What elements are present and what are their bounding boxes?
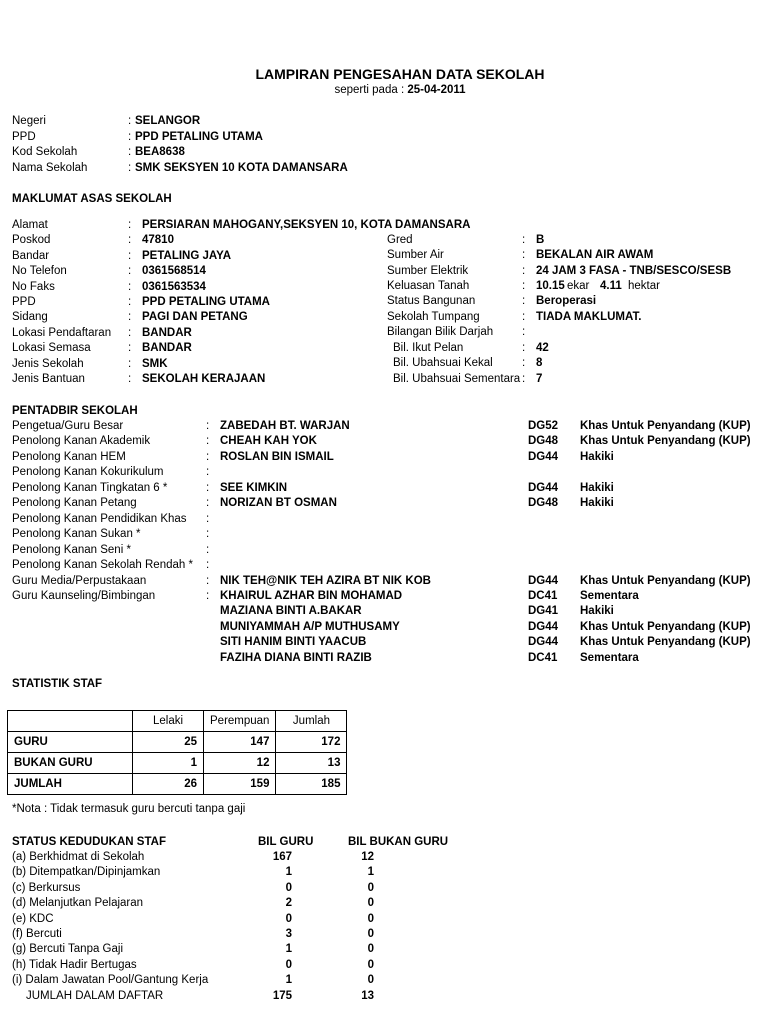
- asas-value: BANDAR: [142, 342, 192, 355]
- admin-grade: DG41: [528, 605, 559, 617]
- asas-label: Lokasi Semasa: [12, 342, 91, 355]
- admin-role: Penolong Kanan Sekolah Rendah *: [12, 559, 193, 572]
- admin-role: Penolong Kanan Sukan *: [12, 528, 141, 541]
- asas-label: Alamat: [12, 219, 48, 231]
- colon: :: [206, 435, 210, 448]
- asas-right-value: Beroperasi: [536, 295, 597, 307]
- admin-status: Sementara: [580, 651, 639, 664]
- section-heading-asas: MAKLUMAT ASAS SEKOLAH: [12, 193, 172, 205]
- status-label: (e) KDC: [12, 912, 54, 925]
- admin-name: CHEAH KAH YOK: [220, 435, 317, 448]
- colon: :: [128, 161, 132, 174]
- header-label: PPD: [12, 130, 36, 143]
- unit-ekar: ekar: [567, 280, 590, 292]
- admin-grade: DG52: [528, 420, 559, 432]
- table-column-header: Lelaki: [133, 711, 204, 732]
- admin-role: Penolong Kanan HEM: [12, 450, 126, 463]
- colon: :: [206, 574, 210, 587]
- colon: :: [522, 373, 526, 385]
- colon: :: [522, 357, 526, 369]
- table-row: [8, 732, 347, 753]
- counselor-name: FAZIHA DIANA BINTI RAZIB: [220, 651, 372, 664]
- status-label: (c) Berkursus: [12, 881, 81, 894]
- admin-status: Khas Untuk Penyandang (KUP): [580, 636, 751, 648]
- counselor-name: MUNIYAMMAH A/P MUTHUSAMY: [220, 620, 400, 633]
- asas-label: Sidang: [12, 311, 48, 324]
- status-label: (a) Berkhidmat di Sekolah: [12, 851, 145, 863]
- colon: :: [128, 265, 132, 278]
- colon: :: [128, 146, 132, 158]
- header-value: SMK SEKSYEN 10 KOTA DAMANSARA: [135, 161, 348, 174]
- colon: :: [128, 373, 132, 385]
- table-row-label: JUMLAH: [8, 774, 133, 795]
- asas-value: 0361563534: [142, 280, 206, 293]
- status-bukan-guru-count: 0: [367, 974, 374, 987]
- colon: :: [522, 311, 526, 323]
- status-label: (b) Ditempatkan/Dipinjamkan: [12, 866, 161, 879]
- asas-label: No Faks: [12, 280, 55, 293]
- asas-right-label: Sumber Air: [387, 249, 444, 261]
- status-bukan-guru-count: 0: [367, 912, 374, 925]
- staff-statistics-table: [7, 710, 347, 795]
- asas-right-label: Gred: [387, 234, 413, 246]
- status-label: (f) Bercuti: [12, 928, 62, 940]
- colon: :: [128, 115, 132, 127]
- admin-name: SEE KIMKIN: [220, 481, 288, 494]
- status-label: (d) Melanjutkan Pelajaran: [12, 897, 144, 910]
- table-cell: 159: [204, 774, 276, 795]
- asas-value: SMK: [142, 357, 168, 370]
- admin-status: Hakiki: [580, 481, 614, 494]
- colon: :: [206, 559, 210, 572]
- status-guru-count: 2: [285, 897, 292, 910]
- subtitle-date: 25-04-2011: [407, 84, 466, 96]
- asas-right-value: 7: [536, 373, 543, 385]
- admin-name: NIK TEH@NIK TEH AZIRA BT NIK KOB: [220, 574, 431, 587]
- table-row-label: GURU: [8, 732, 133, 753]
- section-heading-statistik: STATISTIK STAF: [12, 678, 103, 690]
- asas-right-label: Bil. Ubahsuai Kekal: [393, 357, 493, 369]
- asas-right-label: Keluasan Tanah: [387, 280, 470, 292]
- table-row: [8, 774, 347, 795]
- counselor-name: MAZIANA BINTI A.BAKAR: [220, 605, 362, 617]
- admin-grade: DC41: [528, 589, 558, 602]
- status-bukan-guru-count: 0: [367, 881, 374, 894]
- status-bukan-guru-count: 1: [367, 866, 374, 879]
- table-corner-cell: [8, 711, 133, 732]
- colon: :: [522, 326, 526, 338]
- colon: :: [206, 589, 210, 602]
- admin-role: Penolong Kanan Tingkatan 6 *: [12, 481, 168, 494]
- admin-name: NORIZAN BT OSMAN: [220, 497, 337, 510]
- asas-value: PPD PETALING UTAMA: [142, 296, 270, 308]
- asas-value: PETALING JAYA: [142, 249, 232, 262]
- admin-role: Penolong Kanan Kokurikulum: [12, 466, 164, 479]
- status-guru-count: 175: [272, 989, 292, 1002]
- header-label: Nama Sekolah: [12, 161, 88, 174]
- subtitle-prefix: seperti pada :: [334, 84, 405, 96]
- colon: :: [206, 420, 210, 432]
- column-header-bil-guru: BIL GURU: [258, 836, 314, 848]
- admin-status: Hakiki: [580, 450, 614, 463]
- header-value: PPD PETALING UTAMA: [135, 130, 263, 143]
- header-value: BEA8638: [135, 146, 185, 158]
- colon: :: [206, 512, 210, 525]
- colon: :: [206, 528, 210, 541]
- colon: :: [128, 296, 132, 308]
- land-area-ekar: 10.15: [536, 280, 565, 292]
- admin-status: Hakiki: [580, 497, 614, 510]
- asas-right-label: Bil. Ikut Pelan: [393, 342, 464, 354]
- statistics-note: *Nota : Tidak termasuk guru bercuti tanpa gaji: [12, 803, 246, 815]
- status-guru-count: 0: [285, 958, 292, 971]
- admin-role: Penolong Kanan Pendidikan Khas: [12, 512, 187, 525]
- colon: :: [128, 326, 132, 339]
- admin-name: KHAIRUL AZHAR BIN MOHAMAD: [220, 589, 403, 602]
- admin-name: ROSLAN BIN ISMAIL: [220, 450, 334, 463]
- status-guru-count: 167: [272, 851, 292, 863]
- header-value: SELANGOR: [135, 115, 201, 127]
- admin-status: Hakiki: [580, 605, 614, 617]
- admin-status: Khas Untuk Penyandang (KUP): [580, 420, 751, 432]
- status-bukan-guru-count: 0: [367, 958, 374, 971]
- colon: :: [206, 481, 210, 494]
- table-row: [8, 753, 347, 774]
- admin-grade: DC41: [528, 651, 558, 664]
- admin-grade: DG44: [528, 620, 559, 633]
- colon: :: [522, 295, 526, 307]
- status-bukan-guru-count: 0: [367, 943, 374, 956]
- admin-role: Guru Kaunseling/Bimbingan: [12, 589, 156, 602]
- admin-status: Sementara: [580, 589, 639, 602]
- asas-value: 47810: [142, 234, 174, 247]
- table-cell: 25: [133, 732, 204, 753]
- asas-label: Bandar: [12, 249, 50, 262]
- column-header-bil-bukan-guru: BIL BUKAN GURU: [348, 836, 449, 848]
- table-column-header: Jumlah: [276, 711, 347, 732]
- colon: :: [128, 130, 132, 143]
- admin-role: Penolong Kanan Seni *: [12, 543, 131, 556]
- colon: :: [522, 249, 526, 261]
- page-title: LAMPIRAN PENGESAHAN DATA SEKOLAH: [255, 66, 545, 82]
- colon: :: [522, 265, 526, 277]
- asas-right-label: Bilangan Bilik Darjah: [387, 326, 494, 338]
- asas-value: SEKOLAH KERAJAAN: [142, 373, 266, 385]
- asas-right-value: BEKALAN AIR AWAM: [536, 249, 654, 261]
- table-cell: 26: [133, 774, 204, 795]
- status-guru-count: 3: [285, 928, 292, 940]
- colon: :: [128, 357, 132, 370]
- table-cell: 13: [276, 753, 347, 774]
- colon: :: [128, 234, 132, 247]
- asas-right-value: 24 JAM 3 FASA - TNB/SESCO/SESB: [536, 265, 732, 277]
- table-cell: 147: [204, 732, 276, 753]
- admin-role: Pengetua/Guru Besar: [12, 420, 124, 432]
- status-guru-count: 1: [285, 974, 292, 987]
- table-cell: 12: [204, 753, 276, 774]
- asas-label: No Telefon: [12, 265, 67, 278]
- colon: :: [522, 342, 526, 354]
- status-guru-count: 0: [285, 912, 292, 925]
- admin-grade: DG48: [528, 435, 559, 448]
- status-guru-count: 1: [285, 866, 292, 879]
- table-cell: 185: [276, 774, 347, 795]
- colon: :: [128, 311, 132, 324]
- status-guru-count: 1: [285, 943, 292, 956]
- asas-label: PPD: [12, 296, 36, 308]
- table-cell: 172: [276, 732, 347, 753]
- header-label: Kod Sekolah: [12, 146, 78, 158]
- asas-right-label: Sekolah Tumpang: [387, 311, 480, 323]
- admin-grade: DG44: [528, 574, 559, 587]
- asas-label: Jenis Sekolah: [12, 357, 84, 370]
- table-row-label: BUKAN GURU: [8, 753, 133, 774]
- table-cell: 1: [133, 753, 204, 774]
- admin-role: Guru Media/Perpustakaan: [12, 574, 147, 587]
- status-bukan-guru-count: 0: [367, 897, 374, 910]
- asas-right-label: Sumber Elektrik: [387, 265, 469, 277]
- colon: :: [522, 234, 526, 246]
- status-bukan-guru-count: 13: [361, 989, 374, 1002]
- admin-role: Penolong Kanan Akademik: [12, 435, 151, 448]
- asas-label: Jenis Bantuan: [12, 373, 85, 385]
- colon: :: [206, 450, 210, 463]
- status-guru-count: 0: [285, 881, 292, 894]
- asas-right-value: B: [536, 234, 545, 246]
- asas-right-value: 42: [536, 342, 549, 354]
- asas-right-label: Status Bangunan: [387, 295, 476, 307]
- section-heading-status: STATUS KEDUDUKAN STAF: [12, 836, 166, 848]
- colon: :: [128, 280, 132, 293]
- admin-name: ZABEDAH BT. WARJAN: [220, 420, 350, 432]
- colon: :: [206, 466, 210, 479]
- land-area-hektar: 4.11: [600, 280, 622, 292]
- colon: :: [128, 249, 132, 262]
- status-bukan-guru-count: 12: [361, 851, 374, 863]
- asas-right-label: Bil. Ubahsuai Sementara: [393, 373, 521, 385]
- admin-grade: DG44: [528, 481, 559, 494]
- unit-hektar: hektar: [628, 280, 660, 292]
- asas-value: PAGI DAN PETANG: [142, 311, 248, 324]
- admin-status: Khas Untuk Penyandang (KUP): [580, 574, 751, 587]
- colon: :: [128, 219, 132, 231]
- colon: :: [128, 342, 132, 355]
- admin-grade: DG48: [528, 497, 559, 510]
- table-header-row: [8, 711, 347, 732]
- colon: :: [522, 280, 526, 292]
- page-subtitle: [0, 84, 768, 96]
- status-label: (h) Tidak Hadir Bertugas: [12, 958, 137, 971]
- colon: :: [206, 543, 210, 556]
- asas-label: Lokasi Pendaftaran: [12, 326, 112, 339]
- status-bukan-guru-count: 0: [367, 928, 374, 940]
- asas-value: PERSIARAN MAHOGANY,SEKSYEN 10, KOTA DAMANSARA: [142, 219, 471, 231]
- admin-grade: DG44: [528, 450, 559, 463]
- status-label: (g) Bercuti Tanpa Gaji: [12, 943, 124, 956]
- admin-role: Penolong Kanan Petang: [12, 497, 137, 510]
- asas-label: Poskod: [12, 234, 51, 247]
- asas-right-value: 8: [536, 357, 543, 369]
- counselor-name: SITI HANIM BINTI YAACUB: [220, 636, 367, 648]
- asas-right-value: TIADA MAKLUMAT.: [536, 311, 642, 323]
- asas-value: 0361568514: [142, 265, 206, 278]
- header-label: Negeri: [12, 115, 46, 127]
- status-label: (i) Dalam Jawatan Pool/Gantung Kerja: [12, 974, 209, 987]
- admin-grade: DG44: [528, 636, 559, 648]
- admin-status: Khas Untuk Penyandang (KUP): [580, 435, 751, 448]
- asas-value: BANDAR: [142, 326, 192, 339]
- table-column-header: Perempuan: [204, 711, 276, 732]
- status-total-label: JUMLAH DALAM DAFTAR: [26, 989, 164, 1002]
- admin-status: Khas Untuk Penyandang (KUP): [580, 620, 751, 633]
- section-heading-pentadbir: PENTADBIR SEKOLAH: [12, 405, 138, 417]
- colon: :: [206, 497, 210, 510]
